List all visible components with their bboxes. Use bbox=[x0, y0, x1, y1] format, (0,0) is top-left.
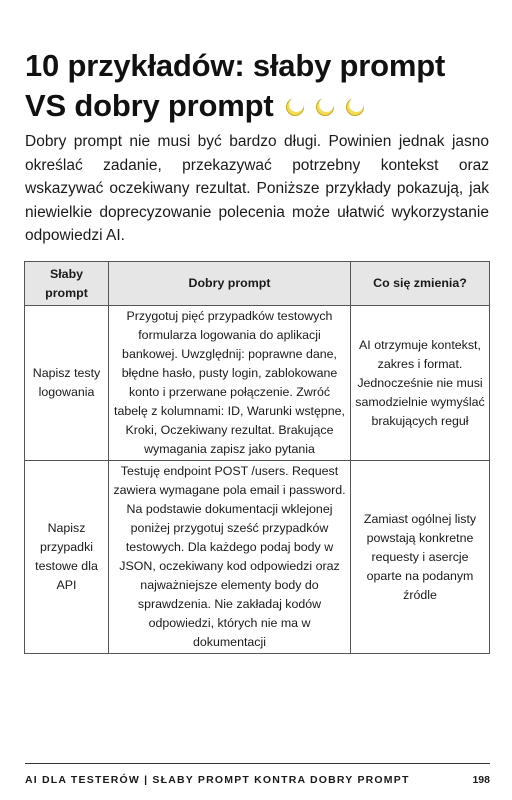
moon-icon bbox=[316, 98, 334, 116]
footer-divider bbox=[25, 763, 490, 764]
weak-prompt-cell: Napisz przypadki testowe dla API bbox=[25, 461, 109, 654]
page-title bbox=[25, 46, 495, 128]
moon-emoji-group bbox=[286, 88, 376, 128]
weak-prompt-cell: Napisz testy logowania bbox=[25, 306, 109, 461]
running-footer-title: AI DLA TESTERÓW | SŁABY PROMPT KONTRA DOBRY PROMPT bbox=[25, 774, 410, 786]
good-prompt-cell: Przygotuj pięć przypadków testowych formularza logowania do aplikacji bankowej. Uwzględnij: poprawne dane, błędne hasło, pusty login, zablokowane konto i przerwane połączenie. Zwróć tabelę z kolumnami: ID, Warunki wstępne, Kroki, Oczekiwany rezultat. Brakujące wymagania zapisz jako pytania bbox=[109, 306, 351, 461]
table-header-row bbox=[25, 262, 490, 306]
page-number: 198 bbox=[472, 774, 490, 786]
header-good-prompt: Dobry prompt bbox=[109, 262, 351, 306]
intro-paragraph: Dobry prompt nie musi być bardzo długi. Powinien jednak jasno określać zadanie, przekazywać potrzebny kontekst oraz wskazywać oczekiwany rezultat. Poniższe przykłady pokazują, jak niewielkie doprecyzowanie polecenia może ułatwić wykorzystanie odpowiedzi AI. bbox=[25, 133, 489, 244]
examples-table bbox=[24, 261, 490, 654]
title-line-2: VS dobry prompt bbox=[25, 88, 274, 123]
table-row bbox=[25, 461, 490, 654]
what-changes-cell: Zamiast ogólnej listy powstają konkretne requesty i asercje oparte na podanym źródle bbox=[351, 461, 490, 654]
moon-icon bbox=[286, 98, 304, 116]
good-prompt-cell: Testuję endpoint POST /users. Request zawiera wymagane pola email i password. Na podstawie dokumentacji wklejonej poniżej przygotuj sześć przypadków testowych. Dla każdego podaj body w JSON, oczekiwany kod odpowiedzi oraz najważniejsze elementy body do sprawdzenia. Nie zakładaj kodów odpowiedzi, których nie ma w dokumentacji bbox=[109, 461, 351, 654]
title-line-1: 10 przykładów: słaby prompt bbox=[25, 48, 446, 83]
header-weak-prompt: Słaby prompt bbox=[25, 262, 109, 306]
moon-icon bbox=[346, 98, 364, 116]
table-row bbox=[25, 306, 490, 461]
what-changes-cell: AI otrzymuje kontekst, zakres i format. Jednocześnie nie musi samodzielnie wymyślać brakujących reguł bbox=[351, 306, 490, 461]
header-what-changes: Co się zmienia? bbox=[351, 262, 490, 306]
